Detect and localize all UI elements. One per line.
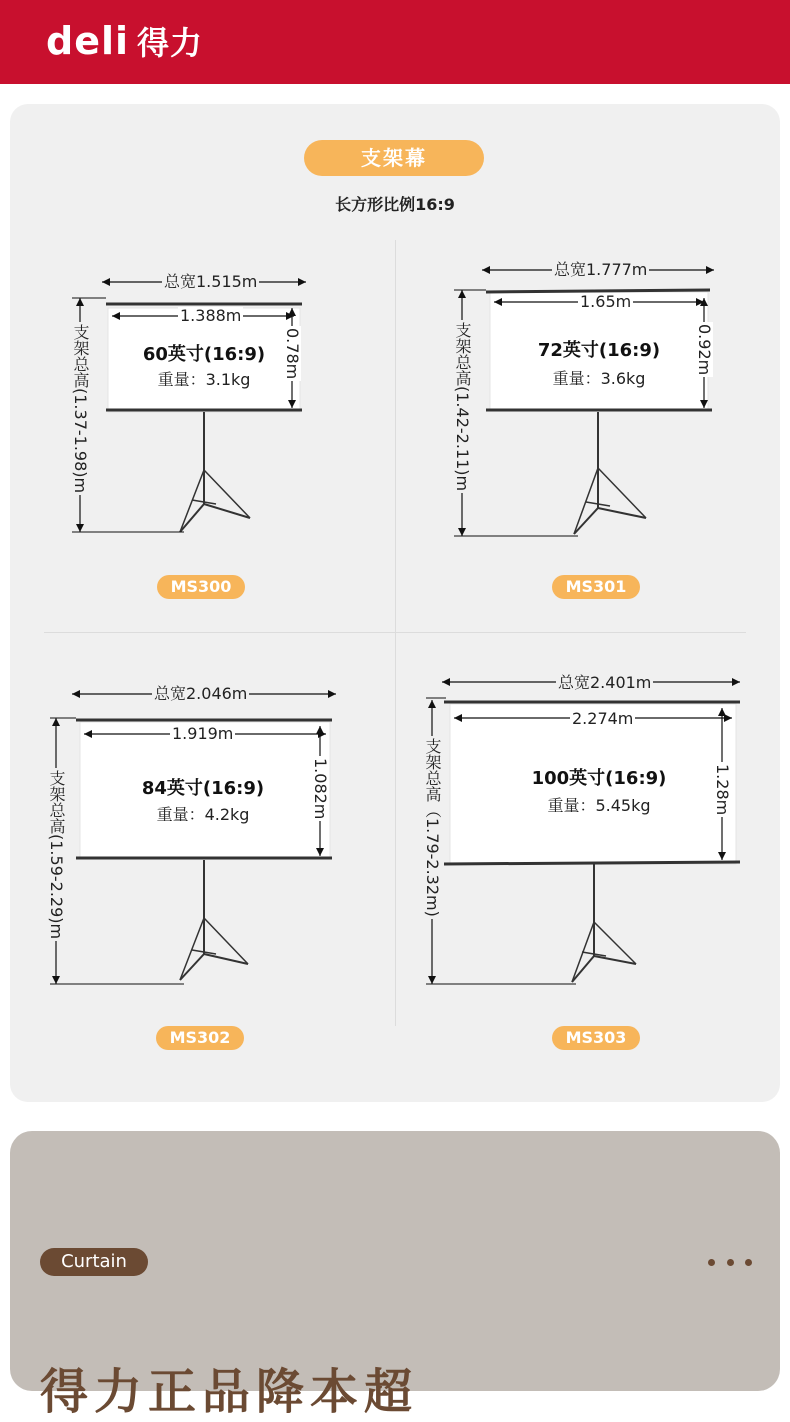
screen-size: 84英寸(16:9) [141,778,265,799]
deli-logo[interactable] [46,18,203,64]
screen-width-label: 2.274m [572,709,634,728]
screen-height-label: 1.082m [311,758,330,820]
screen-size: 60英寸(16:9) [142,344,266,365]
screen-height-label: 1.28m [713,764,732,816]
screen-height-label: 0.78m [283,328,302,380]
weight-label: 重量：3.6kg [552,369,646,388]
weight-label: 重量：3.1kg [157,370,251,389]
stand-height-label: 支架总高(1.37-1.98)m [71,324,90,494]
total-width-label: 总宽1.777m [554,260,648,279]
total-width-label: 总宽2.401m [558,673,652,692]
model-badge-ms301: MS301 [552,575,640,599]
more-icon-dot [708,1259,715,1266]
stand-height-label: 支架总高(1.42-2.11)m [453,322,472,492]
product-diagram-ms300 [66,264,366,544]
brand-header [0,0,790,84]
screen-size: 72英寸(16:9) [537,340,661,361]
tripod-screen-spec-card [10,104,780,1102]
product-diagram-ms301 [442,252,742,542]
stand-height-label: 支架总高（1.79-2.32m) [423,738,442,917]
grid-divider-vertical [395,240,396,1026]
more-icon[interactable] [708,1259,752,1267]
screen-width-label: 1.919m [172,724,234,743]
aspect-ratio-subtitle: 长方形比例16:9 [335,195,455,214]
logo-text-en: deli [46,19,130,63]
grid-divider-horizontal [44,632,746,633]
model-badge-ms303: MS303 [552,1026,640,1050]
weight-label: 重量：5.45kg [547,796,651,815]
section-title: 支架幕 [304,140,484,176]
more-icon-dot [745,1259,752,1266]
stand-height-label: 支架总高(1.59-2.29)m [47,770,66,940]
banner-headline: 得力正品降本超 [40,1364,419,1420]
product-diagram-ms303 [420,666,750,988]
screen-width-label: 1.388m [180,306,242,325]
total-width-label: 总宽1.515m [164,272,258,291]
more-icon-dot [727,1259,734,1266]
screen-width-label: 1.65m [580,292,632,311]
product-diagram-ms302 [46,678,376,988]
total-width-label: 总宽2.046m [154,684,248,703]
screen-size: 100英寸(16:9) [531,768,667,789]
model-badge-ms300: MS300 [157,575,245,599]
curtain-banner [10,1131,780,1420]
model-badge-ms302: MS302 [156,1026,244,1050]
weight-label: 重量：4.2kg [156,805,250,824]
logo-text-cn: 得力 [137,24,204,62]
curtain-tag: Curtain [40,1248,148,1276]
screen-height-label: 0.92m [695,324,714,376]
